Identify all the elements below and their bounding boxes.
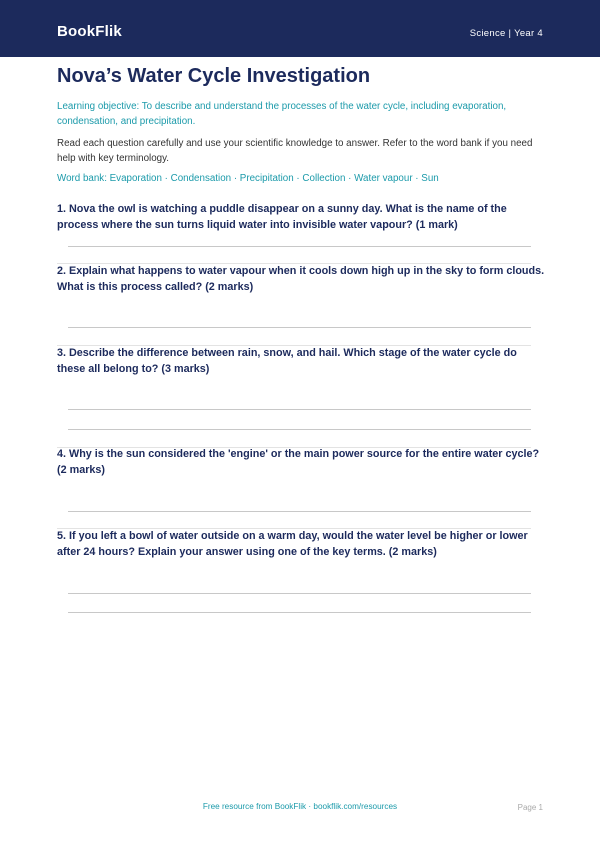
- answer-line[interactable]: [68, 409, 531, 410]
- answer-line[interactable]: [68, 593, 531, 594]
- question-3: 3. Describe the difference between rain, snow, and hail. Which stage of the water cycle do these all belong to? (3 marks): [57, 347, 517, 375]
- question-4: 4. Why is the sun considered the 'engine' or the main power source for the entire water cycle? (2 marks): [57, 448, 540, 476]
- answer-line[interactable]: [68, 429, 531, 430]
- answer-line[interactable]: [68, 246, 531, 247]
- header-bar: [0, 0, 600, 57]
- brand-logo: BookFlik: [57, 23, 122, 40]
- page-title: Nova’s Water Cycle Investigation: [57, 65, 371, 87]
- page-number: Page 1: [517, 803, 543, 812]
- answer-line[interactable]: [68, 612, 531, 613]
- footer-credit: Free resource from BookFlik · bookflik.com/resources: [202, 802, 398, 811]
- subject-year-label: Science | Year 4: [469, 28, 543, 39]
- question-2: 2. Explain what happens to water vapour when it cools down high up in the sky to form clouds. What is this process called? (2 marks): [57, 265, 545, 293]
- instructions-text: Read each question carefully and use your scientific knowledge to answer. Refer to the word bank if you need help with key terminology.: [57, 138, 533, 164]
- answer-line[interactable]: [68, 327, 531, 328]
- word-bank: Word bank: Evaporation · Condensation · Precipitation · Collection · Water vapour · Sun: [57, 173, 439, 184]
- question-5: 5. If you left a bowl of water outside on a warm day, would the water level be higher or lower after 24 hours? Explain your answer using one of the key terms. (2 marks): [57, 530, 528, 558]
- learning-objective: Learning objective: To describe and understand the processes of the water cycle, including evaporation, condensation, and precipitation.: [57, 101, 507, 127]
- answer-line[interactable]: [68, 511, 531, 512]
- question-1: 1. Nova the owl is watching a puddle disappear on a sunny day. What is the name of the process where the sun turns liquid water into invisible water vapour? (1 mark): [57, 203, 507, 231]
